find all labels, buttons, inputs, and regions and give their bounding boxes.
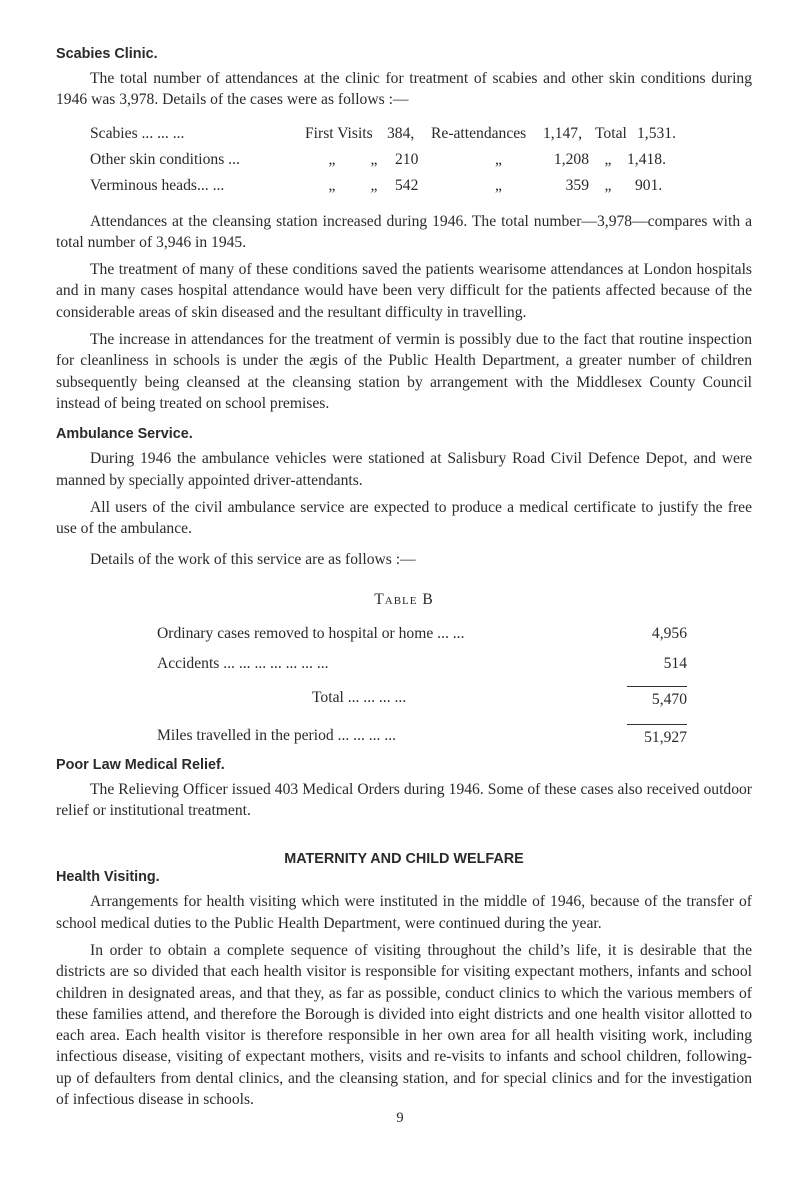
ditto-mark: „ [604,177,612,195]
total-value: 1,531. [637,125,676,143]
table-miles-row [157,717,687,755]
row-label: Verminous heads... ... [90,177,225,195]
total-value: 1,418. [627,151,666,169]
ambulance-paragraph-1: During 1946 the ambulance vehicles were stationed at Salisbury Road Civil Defence Depot, and were manned by specially appointed driver-attendants. [56,450,752,489]
poor-law-paragraph: The Relieving Officer issued 403 Medical Orders during 1946. Some of these cases also received outdoor relief or institutional treatment. [56,780,752,820]
treatment-paragraph: The treatment of many of these conditions saved the patients wearisome attendances at London hospitals and in many cases hospital attendance would have been very difficult for the patients affected because of the considerable areas of skin diseased and the resultant difficulty in travelling. [56,261,752,321]
table-total-row [157,679,687,717]
table-row [157,619,687,649]
verminous-heads-row [90,173,752,199]
ditto-mark: „ [604,151,612,169]
first-visits-label: First Visits [305,125,373,143]
table-row-label: Accidents ... ... ... ... ... ... ... [157,654,329,672]
ambulance-paragraph-3: Details of the work of this service are as follows :— [90,551,416,569]
first-visits-value: 384, [387,125,415,143]
scabies-row [90,121,752,147]
table-row-value: 4,956 [651,624,687,642]
health-visiting-heading: Health Visiting. [56,869,160,886]
ditto-mark: „ [370,151,378,169]
page-number: 9 [396,1110,404,1126]
vermin-paragraph: The increase in attendances for the treatment of vermin is possibly due to the fact that routine inspection for cleanliness in schools is under the ægis of the Public Health Department, a greater number of children subsequently being cleansed at the cleansing station by arrangement with the Middlesex County Council instead of being treated on school premises. [56,331,752,412]
table-miles-value: 51,927 [627,724,687,747]
ditto-mark: „ [495,151,502,169]
table-total-label: Total ... ... ... ... [312,688,407,706]
scabies-intro-paragraph: The total number of attendances at the clinic for treatment of scabies and other skin conditions during 1946 was 3,978. Details of the cases were as follows :— [56,70,752,109]
row-label: Scabies ... ... ... [90,125,185,143]
ambulance-paragraph-2: All users of the civil ambulance service are expected to produce a medical certificate to justify the free use of the ambulance. [56,498,752,538]
ditto-mark: „ [495,177,502,195]
ditto-mark: „ [328,177,336,195]
table-b-title: Table B [374,590,434,608]
cleansing-station-paragraph: Attendances at the cleansing station increased during 1946. The total number—3,978—compares with a total number of 3,946 in 1945. [56,212,752,251]
ditto-mark: „ [370,177,378,195]
health-visiting-paragraph-1: Arrangements for health visiting which were instituted in the middle of 1946, because of the transfer of school medical duties to the Public Health Department, were continued during the year. [56,893,752,932]
ambulance-service-heading: Ambulance Service. [56,426,193,443]
health-visiting-paragraph-2: In order to obtain a complete sequence of visiting throughout the child’s life, it is desirable that the districts are so divided that each health visitor is responsible for visiting expectant mothers, infants and school children in designated areas, and that they, as far as possible, conduct clinics to which the various members of these families attend, and therefore the Borough is divided into eight districts and one health visitor allotted to each area. Each health visitor is therefore responsible in her own area for all health visiting work, including infectious disease, visiting of expectant mothers, visits and re-visits to infants and school children, following-up of defaulters from dental clinics, and the cleansing station, and for special clinics and for the investigation of infectious disease in schools. [56,941,752,1109]
total-value: 901. [635,177,663,195]
scabies-cases-table [90,121,752,199]
ditto-mark: „ [328,151,336,169]
reattendances-value: 1,147, [543,125,582,143]
reattendances-label: Re-attendances [431,125,527,143]
poor-law-heading: Poor Law Medical Relief. [56,756,225,773]
scabies-clinic-heading: Scabies Clinic. [56,46,158,62]
other-skin-row [90,147,752,173]
table-row-label: Ordinary cases removed to hospital or home ... ... [157,624,465,642]
total-label: Total [595,125,627,143]
first-visits-value: 542 [395,177,419,195]
reattendances-value: 1,208 [553,151,589,169]
table-total-value: 5,470 [627,686,687,709]
table-row [157,649,687,679]
table-b [157,619,687,755]
first-visits-value: 210 [395,151,419,169]
table-row-value: 514 [663,654,687,672]
table-miles-label: Miles travelled in the period ... ... ... ... [157,726,397,744]
maternity-heading: MATERNITY AND CHILD WELFARE [284,851,524,868]
reattendances-value: 359 [565,177,589,195]
row-label: Other skin conditions ... [90,151,240,169]
